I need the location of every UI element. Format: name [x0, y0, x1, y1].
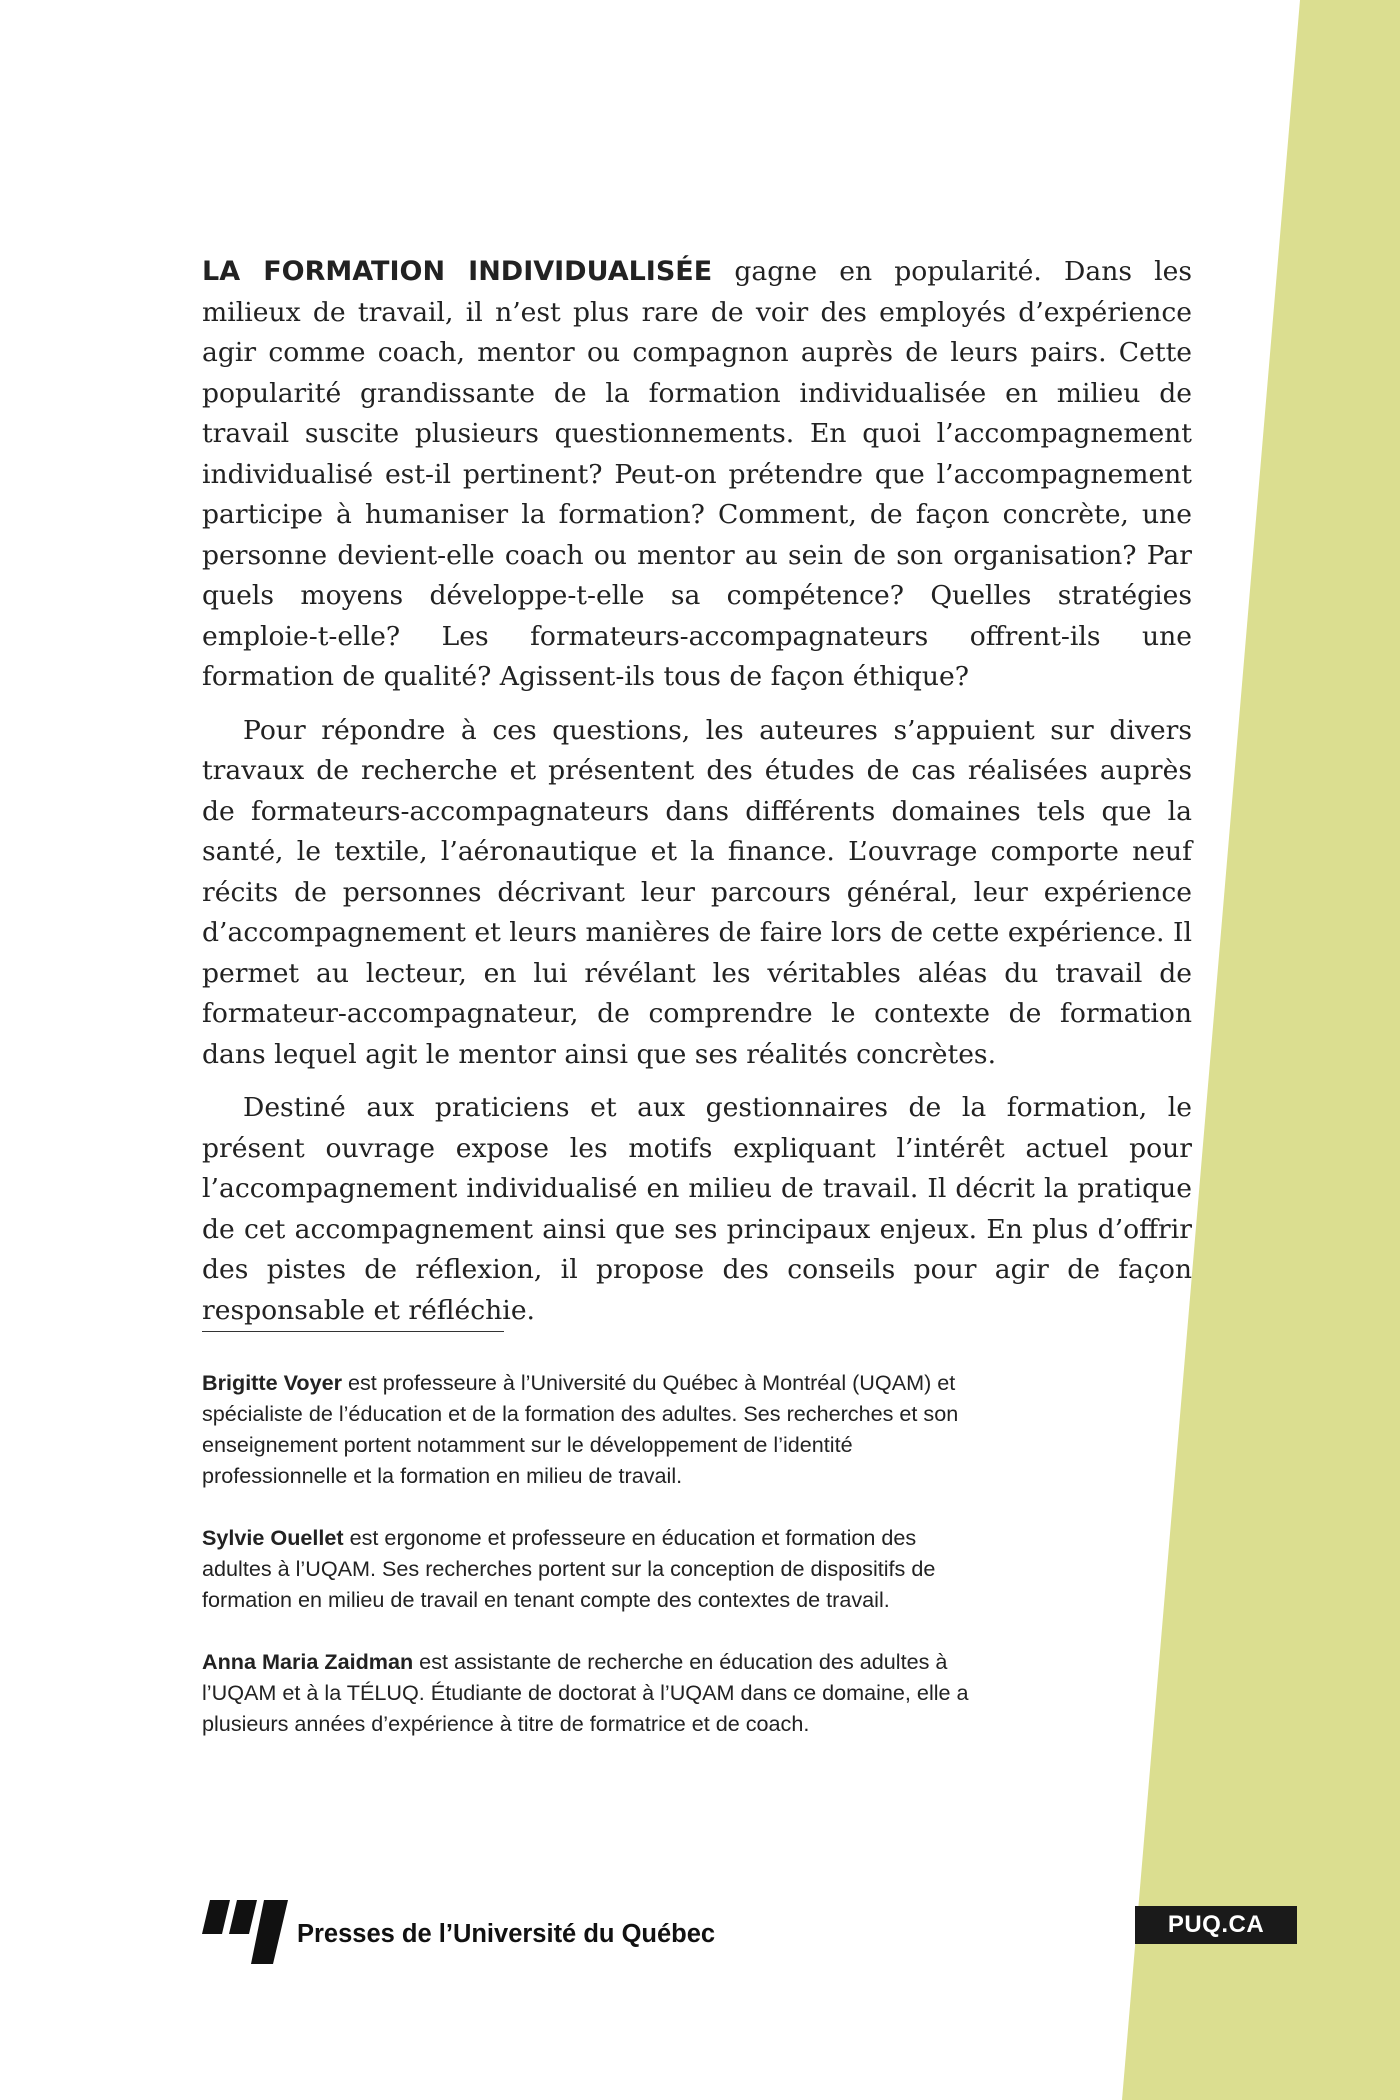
description-paragraph-1 — [202, 252, 1192, 698]
publisher-name: Presses de l’Université du Québec — [297, 1920, 716, 1948]
paragraph-1-text: gagne en popularité. Dans les milieux de travail, il n’est plus rare de voir des employés d’expérience agir comme coach, mentor ou compagnon auprès de leurs pairs. Cette popularité grandissante de la formation individualisée en milieu de travail suscite plusieurs questionnements. En quoi l’accompagnement individualisé est-il pertinent? Peut-on prétendre que l’accompagnement participe à humaniser la formation? Comment, de façon concrète, une personne devient-elle coach ou mentor au sein de son organisation? Par quels moyens développe-t-elle sa compétence? Quelles stratégies emploie-t-elle? Les formateurs-accompagnateurs offrent-ils une formation de qualité? Agissent-ils tous de façon éthique? — [202, 256, 1192, 692]
author-name: Anna Maria Zaidman — [202, 1649, 414, 1674]
author-bios — [202, 1367, 972, 1770]
author-name: Sylvie Ouellet — [202, 1525, 344, 1550]
author-bio-text: est ergonome et professeure en éducation et formation des adultes à l’UQAM. Ses recherches portent sur la conception de dispositifs de formation en milieu de travail en tenant compte des contextes de travail. — [202, 1525, 936, 1612]
website-badge[interactable]: PUQ.CA — [1135, 1906, 1297, 1944]
author-bio — [202, 1367, 972, 1491]
description-paragraph-3: Destiné aux praticiens et aux gestionnaires de la formation, le présent ouvrage expose les motifs expliquant l’intérêt actuel pour l’accompagnement individualisé en milieu de travail. Il décrit la pratique de cet accompagnement ainsi que ses principaux enjeux. En plus d’offrir des pistes de réflexion, il propose des conseils pour agir de façon responsable et réfléchie. — [202, 1092, 1192, 1326]
lead-heading: LA FORMATION INDIVIDUALISÉE — [202, 256, 713, 287]
author-bio — [202, 1646, 972, 1739]
puq-logo-icon — [202, 1900, 288, 1964]
description-paragraph-2: Pour répondre à ces questions, les auteures s’appuient sur divers travaux de recherche et présentent des études de cas réalisées auprès de formateurs-accompagnateurs dans différents domaines tels que la santé, le textile, l’aéronautique et la finance. L’ouvrage comporte neuf récits de personnes décrivant leur parcours général, leur expérience d’accompagnement et leurs manières de faire lors de cette expérience. Il permet au lecteur, en lui révélant les véritables aléas du travail de formateur-accompagnateur, de comprendre le contexte de formation dans lequel agit le mentor ainsi que ses réalités concrètes. — [202, 714, 1192, 1070]
author-name: Brigitte Voyer — [202, 1370, 342, 1395]
description — [202, 252, 1192, 1344]
section-divider — [202, 1331, 504, 1332]
author-bio-text: est assistante de recherche en éducation des adultes à l’UQAM et à la TÉLUQ. Étudiante de doctorat à l’UQAM dans ce domaine, elle a plusieurs années d’expérience à titre de formatrice et de coach. — [202, 1649, 969, 1736]
author-bio — [202, 1522, 972, 1615]
author-bio-text: est professeure à l’Université du Québec à Montréal (UQAM) et spécialiste de l’éducation et de la formation des adultes. Ses recherches et son enseignement portent notamment sur le développement de l’identité professionnelle et la formation en milieu de travail. — [202, 1370, 959, 1488]
